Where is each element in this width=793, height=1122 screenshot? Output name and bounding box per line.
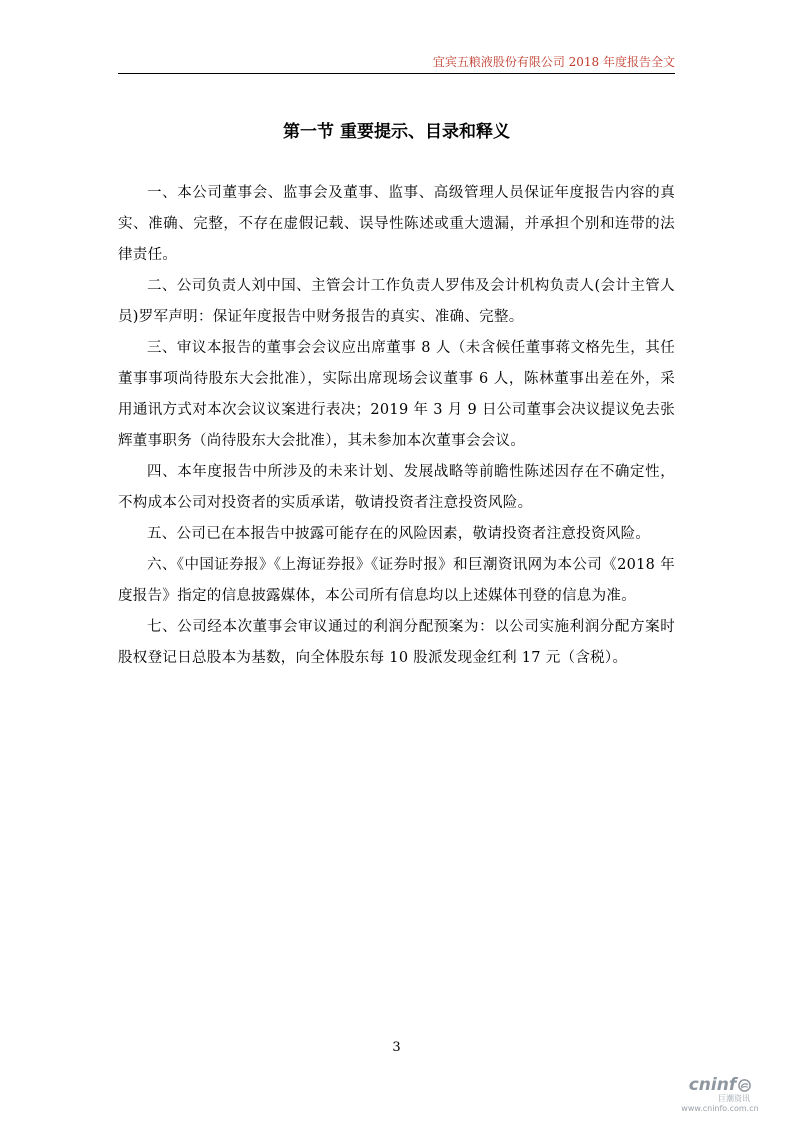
watermark-subtitle: 巨潮资讯 (718, 1094, 750, 1103)
cninfo-logo-icon (738, 1079, 751, 1092)
paragraph-4: 四、本年度报告中所涉及的未来计划、发展战略等前瞻性陈述因存在不确定性，不构成本公司对投资者的实质承诺，敬请投资者注意投资风险。 (118, 464, 675, 511)
watermark-logo-row (675, 1076, 765, 1094)
paragraph-5: 五、公司已在本报告中披露可能存在的风险因素，敬请投资者注意投资风险。 (147, 526, 651, 542)
watermark-logo-text: cninf (688, 1075, 737, 1095)
paragraph-3: 三、审议本报告的董事会会议应出席董事 8 人（未含候任董事蒋文格先生，其任董事事项尚待股东大会批准），实际出席现场会议董事 6 人，陈林董事出差在外，采用通讯方式对本次会议议案进行表决；2019 年 3 月 9 日公司董事会决议提议免去张辉董事职务（尚待股东大会批准），其未参加本次董事会会议。 (118, 340, 675, 449)
header-rule (118, 73, 675, 74)
watermark-url: www.cninfo.com.cn (681, 1104, 759, 1113)
paragraph-1: 一、本公司董事会、监事会及董事、监事、高级管理人员保证年度报告内容的真实、准确、完整，不存在虚假记载、误导性陈述或重大遗漏，并承担个别和连带的法律责任。 (118, 185, 675, 263)
running-header: 宜宾五粮液股份有限公司 2018 年度报告全文 (432, 55, 675, 69)
section-title: 第一节 重要提示、目录和释义 (283, 122, 510, 142)
paragraph-7: 七、公司经本次董事会审议通过的利润分配预案为：以公司实施利润分配方案时股权登记日总股本为基数，向全体股东每 10 股派发现金红利 17 元（含税）。 (118, 619, 675, 666)
paragraph-2: 二、公司负责人刘中国、主管会计工作负责人罗伟及会计机构负责人(会计主管人员)罗军声明：保证年度报告中财务报告的真实、准确、完整。 (118, 278, 675, 325)
cninfo-watermark (675, 1076, 765, 1114)
paragraph-6: 六、《中国证券报》《上海证券报》《证券时报》和巨潮资讯网为本公司《2018 年度报告》指定的信息披露媒体，本公司所有信息均以上述媒体刊登的信息为准。 (118, 557, 675, 604)
page-number: 3 (392, 1040, 401, 1055)
body-text (118, 178, 675, 674)
